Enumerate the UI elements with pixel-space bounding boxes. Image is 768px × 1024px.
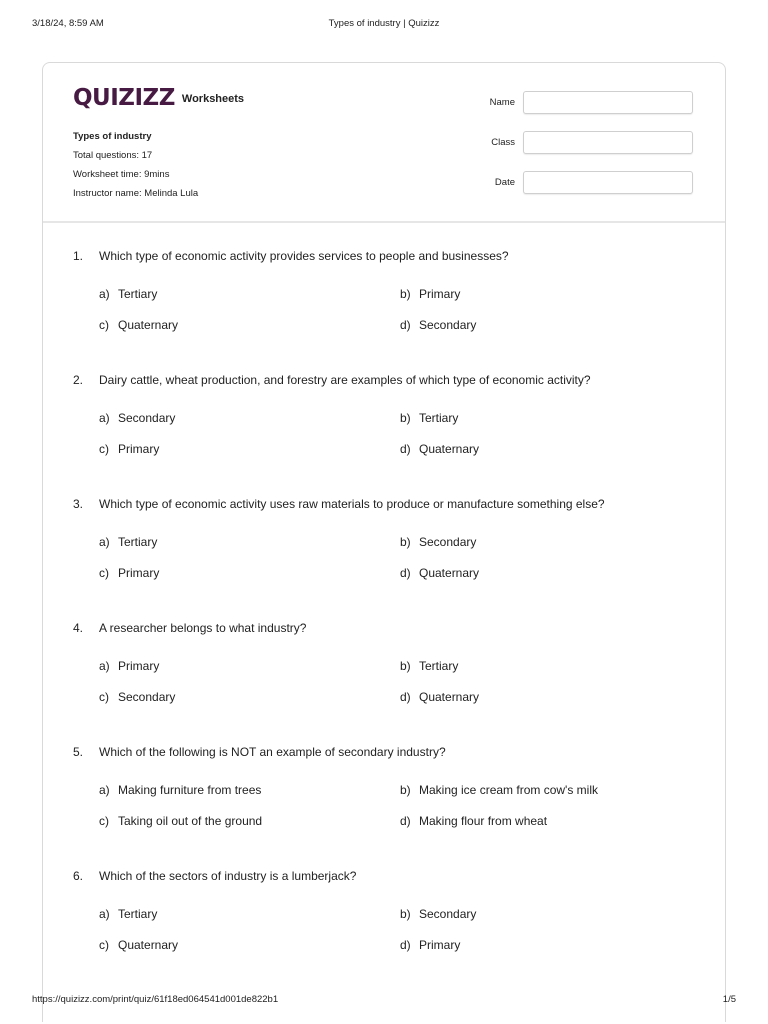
answer-option bbox=[99, 689, 400, 705]
print-page-title: Types of industry | Quizizz bbox=[328, 18, 440, 29]
brand-label: Worksheets bbox=[181, 93, 245, 105]
question-item bbox=[73, 744, 705, 868]
option-letter: a) bbox=[99, 287, 110, 301]
question-text: Which of the sectors of industry is a lumberjack? bbox=[99, 869, 357, 883]
answer-option bbox=[400, 689, 705, 705]
option-letter: b) bbox=[400, 659, 411, 673]
print-footer bbox=[32, 994, 736, 1008]
question-text-row bbox=[73, 248, 705, 264]
option-text: Primary bbox=[118, 442, 160, 456]
question-text: Dairy cattle, wheat production, and forestry are examples of which type of economic activity? bbox=[99, 373, 591, 387]
answer-option bbox=[400, 317, 705, 333]
option-letter: c) bbox=[99, 442, 109, 456]
worksheet-header bbox=[43, 63, 725, 223]
question-item bbox=[73, 496, 705, 620]
brand bbox=[73, 85, 244, 111]
option-text: Secondary bbox=[419, 318, 477, 332]
option-text: Secondary bbox=[419, 535, 477, 549]
answer-option bbox=[99, 286, 400, 302]
question-item bbox=[73, 248, 705, 372]
answer-option bbox=[400, 813, 705, 829]
option-text: Secondary bbox=[118, 690, 176, 704]
option-text: Tertiary bbox=[118, 287, 158, 301]
option-letter: c) bbox=[99, 690, 109, 704]
question-number: 3. bbox=[73, 497, 84, 511]
option-letter: a) bbox=[99, 411, 110, 425]
question-text-row bbox=[73, 496, 705, 512]
question-text: Which of the following is NOT an example of secondary industry? bbox=[99, 745, 446, 759]
option-letter: d) bbox=[400, 814, 411, 828]
total-questions: Total questions: 17 bbox=[73, 150, 153, 161]
question-text: Which type of economic activity provides services to people and businesses? bbox=[99, 249, 509, 263]
question-item bbox=[73, 620, 705, 744]
option-letter: b) bbox=[400, 287, 411, 301]
option-text: Tertiary bbox=[118, 907, 158, 921]
question-list bbox=[73, 248, 705, 992]
answer-option bbox=[99, 441, 400, 457]
option-letter: d) bbox=[400, 318, 411, 332]
question-text-row bbox=[73, 744, 705, 760]
worksheet-card bbox=[42, 62, 726, 1022]
question-item bbox=[73, 868, 705, 992]
answer-option bbox=[99, 782, 400, 798]
option-letter: b) bbox=[400, 535, 411, 549]
answer-option bbox=[400, 441, 705, 457]
option-text: Quaternary bbox=[118, 938, 179, 952]
answer-options bbox=[99, 534, 705, 581]
answer-option bbox=[400, 565, 705, 581]
option-letter: c) bbox=[99, 318, 109, 332]
option-letter: a) bbox=[99, 659, 110, 673]
option-letter: b) bbox=[400, 411, 411, 425]
question-text: A researcher belongs to what industry? bbox=[99, 621, 307, 635]
option-letter: a) bbox=[99, 783, 110, 797]
answer-options bbox=[99, 782, 705, 829]
option-letter: d) bbox=[400, 938, 411, 952]
question-text-row bbox=[73, 620, 705, 636]
question-number: 5. bbox=[73, 745, 84, 759]
question-text-row bbox=[73, 868, 705, 884]
option-letter: b) bbox=[400, 783, 411, 797]
print-datetime: 3/18/24, 8:59 AM bbox=[32, 18, 104, 29]
option-text: Making furniture from trees bbox=[118, 783, 262, 797]
print-url: https://quizizz.com/print/quiz/61f18ed064541d001de822b1 bbox=[32, 994, 279, 1005]
option-text: Primary bbox=[419, 938, 461, 952]
worksheet-time: Worksheet time: 9mins bbox=[73, 169, 170, 180]
name-field-row bbox=[475, 91, 693, 114]
option-text: Secondary bbox=[419, 907, 477, 921]
answer-option bbox=[400, 906, 705, 922]
question-item bbox=[73, 372, 705, 496]
answer-option bbox=[99, 658, 400, 674]
option-text: Tertiary bbox=[419, 659, 459, 673]
answer-option bbox=[400, 286, 705, 302]
answer-option bbox=[400, 534, 705, 550]
instructor-name: Instructor name: Melinda Lula bbox=[73, 188, 199, 199]
option-text: Quaternary bbox=[118, 318, 179, 332]
print-header bbox=[32, 18, 736, 32]
class-field-row bbox=[475, 131, 693, 154]
option-letter: c) bbox=[99, 938, 109, 952]
question-number: 4. bbox=[73, 621, 84, 635]
option-letter: a) bbox=[99, 907, 110, 921]
question-number: 2. bbox=[73, 373, 84, 387]
option-letter: c) bbox=[99, 814, 109, 828]
option-text: Taking oil out of the ground bbox=[118, 814, 263, 828]
date-label: Date bbox=[494, 177, 515, 188]
name-label: Name bbox=[489, 97, 515, 108]
class-input[interactable] bbox=[523, 131, 693, 154]
question-text: Which type of economic activity uses raw materials to produce or manufacture something else? bbox=[99, 497, 605, 511]
answer-option bbox=[400, 937, 705, 953]
option-text: Tertiary bbox=[118, 535, 158, 549]
option-letter: d) bbox=[400, 566, 411, 580]
answer-option bbox=[400, 658, 705, 674]
option-letter: b) bbox=[400, 907, 411, 921]
option-letter: a) bbox=[99, 535, 110, 549]
worksheet-meta bbox=[73, 127, 198, 203]
quizizz-logo: QUIZIZZ bbox=[73, 85, 175, 111]
question-number: 1. bbox=[73, 249, 84, 263]
class-label: Class bbox=[491, 137, 515, 148]
option-text: Primary bbox=[118, 566, 160, 580]
answer-option bbox=[99, 317, 400, 333]
worksheet-title: Types of industry bbox=[73, 131, 152, 142]
option-letter: d) bbox=[400, 442, 411, 456]
answer-option bbox=[99, 534, 400, 550]
answer-option bbox=[400, 410, 705, 426]
answer-option bbox=[99, 565, 400, 581]
option-letter: c) bbox=[99, 566, 109, 580]
date-field-row bbox=[475, 171, 693, 194]
answer-option bbox=[400, 782, 705, 798]
answer-option bbox=[99, 410, 400, 426]
option-text: Making flour from wheat bbox=[419, 814, 548, 828]
option-text: Secondary bbox=[118, 411, 176, 425]
option-text: Quaternary bbox=[419, 442, 480, 456]
answer-options bbox=[99, 410, 705, 457]
option-letter: d) bbox=[400, 690, 411, 704]
option-text: Tertiary bbox=[419, 411, 459, 425]
page-number: 1/5 bbox=[722, 994, 736, 1005]
option-text: Quaternary bbox=[419, 566, 480, 580]
date-input[interactable] bbox=[523, 171, 693, 194]
answer-options bbox=[99, 658, 705, 705]
answer-option bbox=[99, 906, 400, 922]
option-text: Making ice cream from cow's milk bbox=[419, 783, 598, 797]
option-text: Primary bbox=[118, 659, 160, 673]
answer-options bbox=[99, 906, 705, 953]
question-number: 6. bbox=[73, 869, 84, 883]
option-text: Quaternary bbox=[419, 690, 480, 704]
question-text-row bbox=[73, 372, 705, 388]
answer-option bbox=[99, 813, 400, 829]
option-text: Primary bbox=[419, 287, 461, 301]
answer-option bbox=[99, 937, 400, 953]
answer-options bbox=[99, 286, 705, 333]
name-input[interactable] bbox=[523, 91, 693, 114]
